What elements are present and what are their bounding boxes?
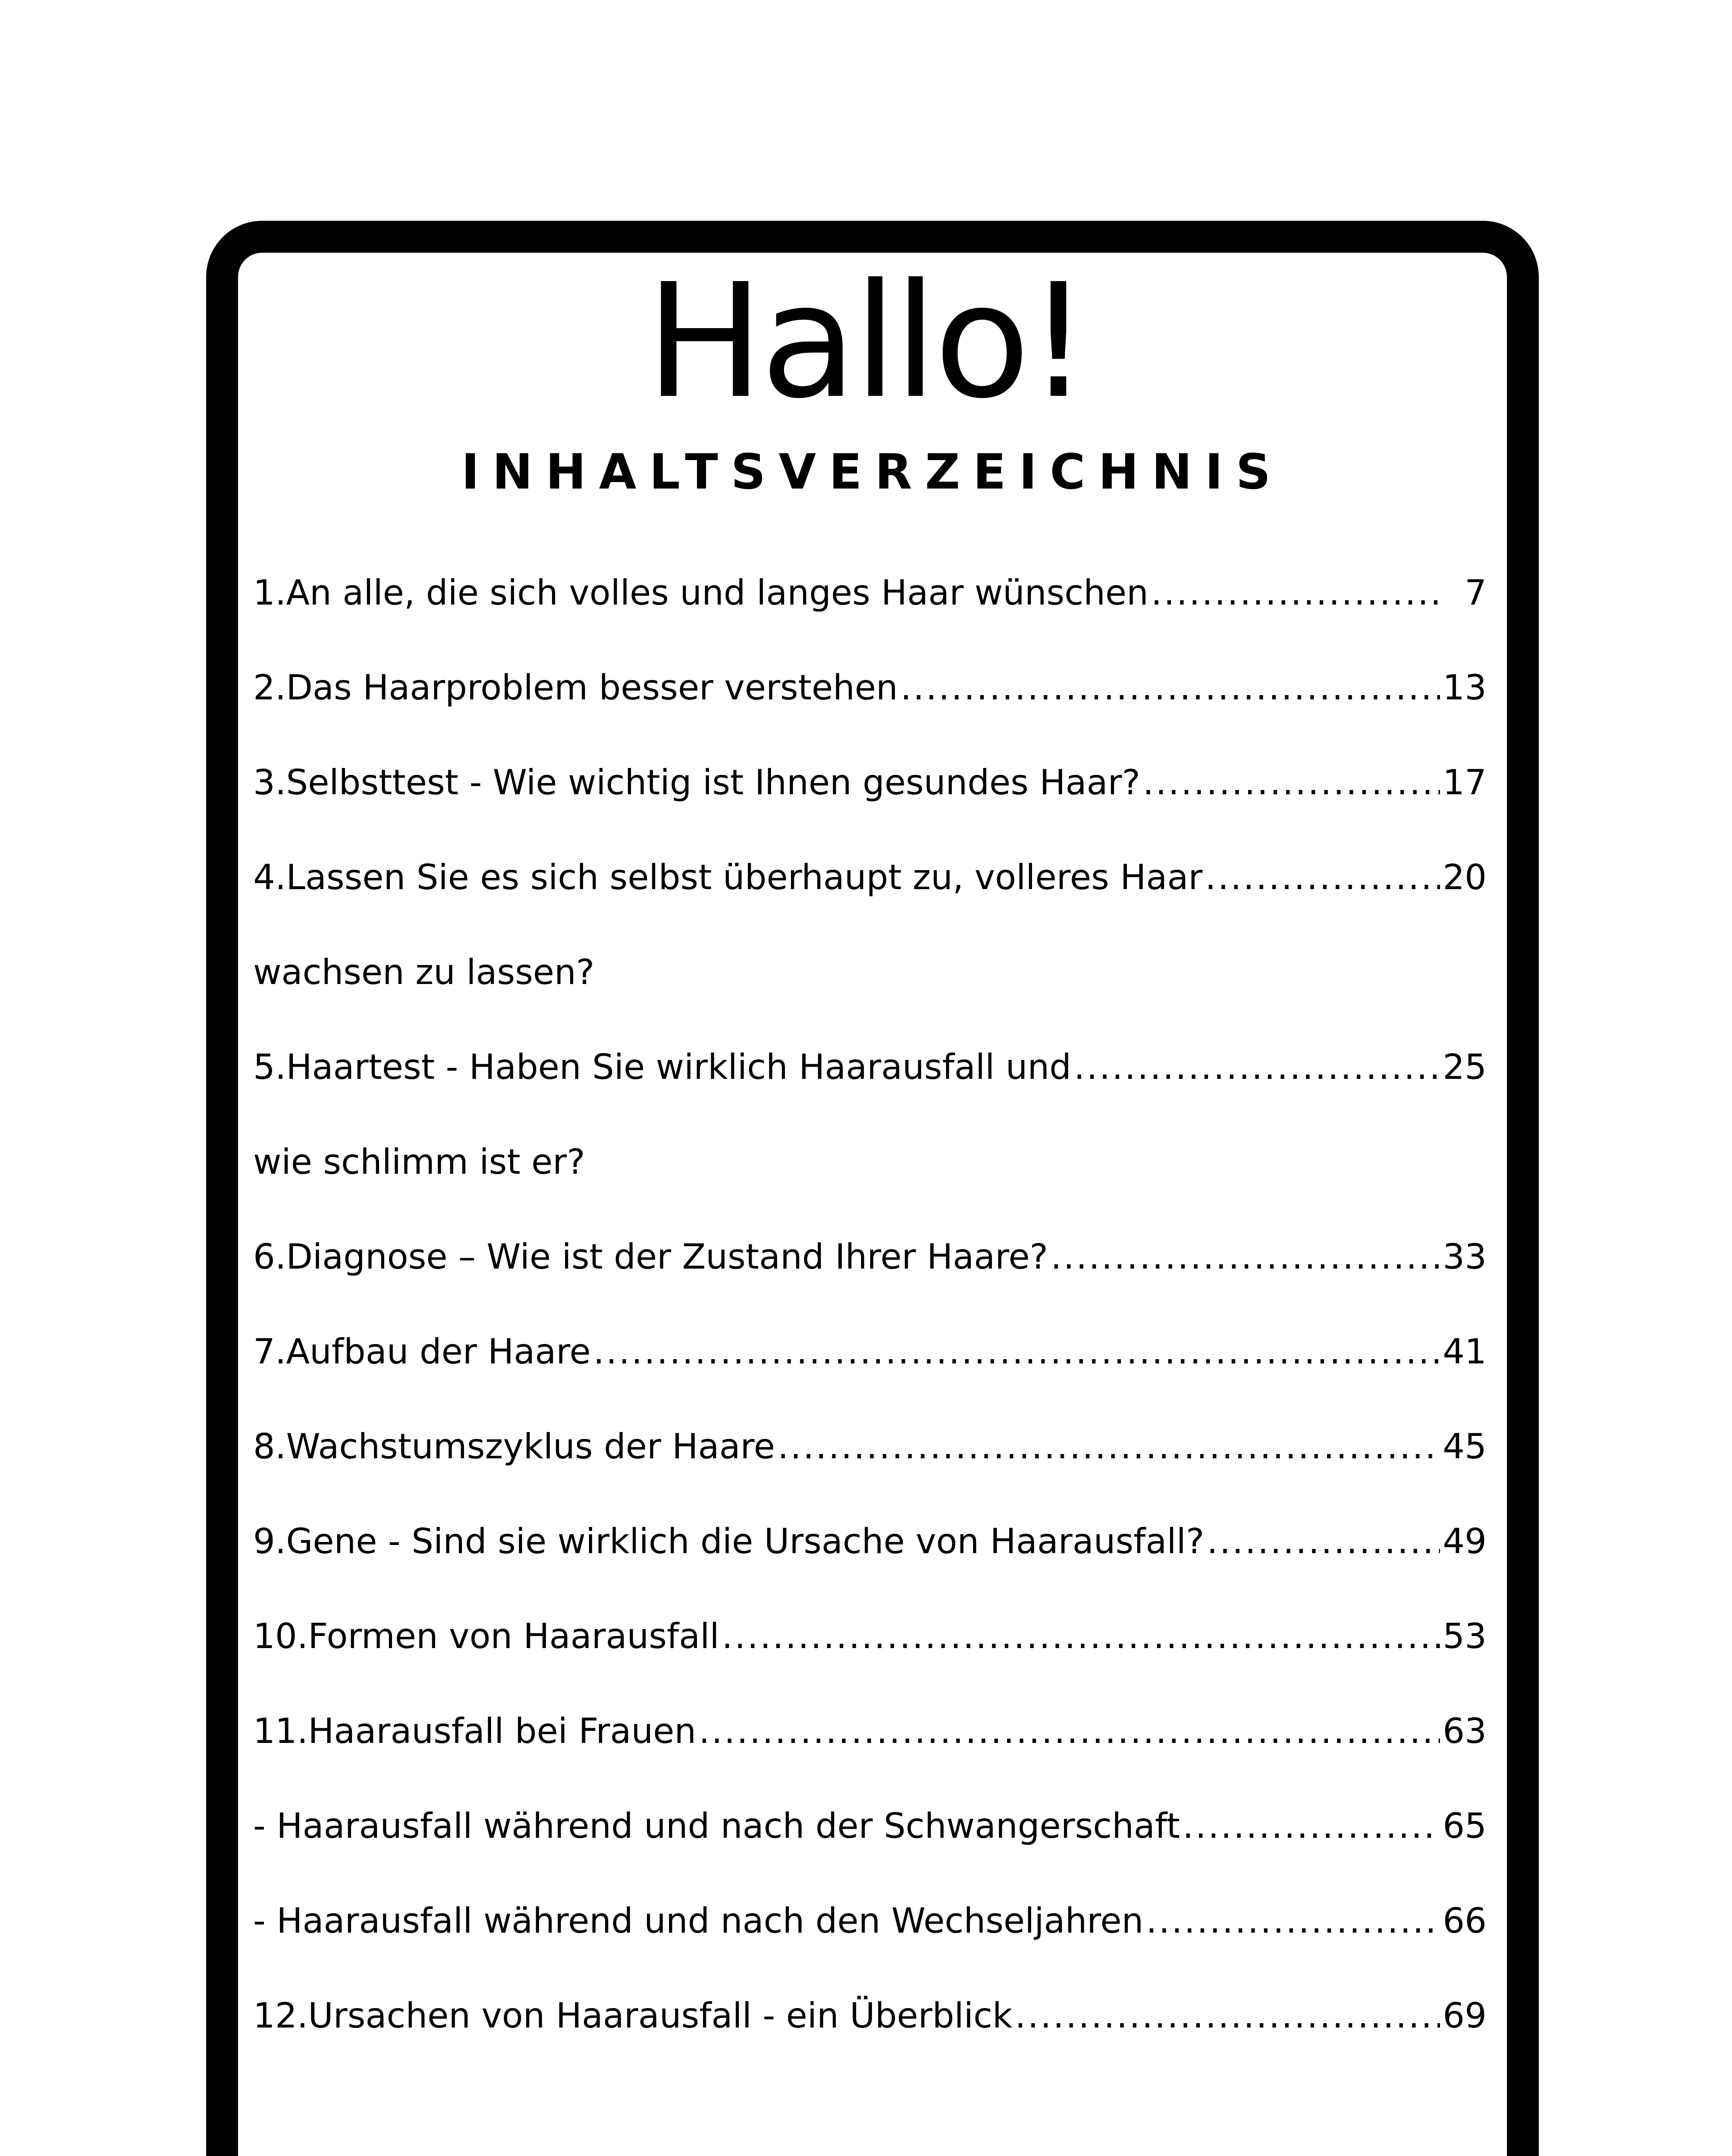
toc-leader-dots xyxy=(593,1317,1440,1386)
toc-entry[interactable] xyxy=(253,1887,1487,1981)
toc-entry[interactable] xyxy=(253,1697,1487,1792)
toc-entry[interactable] xyxy=(253,1317,1487,1412)
toc-entry-title: - Haarausfall während und nach den Wechseljahren xyxy=(253,1901,1144,1941)
toc-entry-page: 41 xyxy=(1443,1332,1487,1372)
toc-entry-title: 6.Diagnose – Wie ist der Zustand Ihrer Haare? xyxy=(253,1237,1048,1277)
toc-entry-title: 4.Lassen Sie es sich selbst überhaupt zu, volleres Haar xyxy=(253,857,1203,897)
toc-entry[interactable] xyxy=(253,843,1487,938)
toc-entry-continuation[interactable] xyxy=(253,1128,1487,1222)
toc-leader-dots xyxy=(1074,1033,1440,1102)
toc-leader-dots xyxy=(1143,748,1440,817)
toc-leader-dots xyxy=(1151,558,1441,627)
toc-entry-title: 2.Das Haarproblem besser verstehen xyxy=(253,667,898,708)
toc-entry-page: 66 xyxy=(1443,1901,1487,1941)
toc-entry-page: 63 xyxy=(1443,1711,1487,1751)
toc-entry-title: 9.Gene - Sind sie wirklich die Ursache von Haarausfall? xyxy=(253,1521,1205,1561)
toc-entry-title: 11.Haarausfall bei Frauen xyxy=(253,1711,697,1751)
toc-entry-title: - Haarausfall während und nach der Schwangerschaft xyxy=(253,1806,1180,1846)
toc-entry-page: 20 xyxy=(1443,857,1487,897)
toc-entry-page: 7 xyxy=(1465,573,1487,613)
toc-entry-continuation[interactable] xyxy=(253,938,1487,1033)
toc-entry-title: 10.Formen von Haarausfall xyxy=(253,1616,719,1656)
toc-entry-page: 17 xyxy=(1443,762,1487,802)
toc-entry[interactable] xyxy=(253,1412,1487,1507)
toc-entry[interactable] xyxy=(253,653,1487,748)
toc-entry-title: 1.An alle, die sich volles und langes Haar wünschen xyxy=(253,573,1148,613)
toc-leader-dots xyxy=(1205,843,1440,912)
toc-leader-dots xyxy=(722,1602,1440,1671)
toc-entry-title: 7.Aufbau der Haare xyxy=(253,1332,591,1372)
toc-entry-title: 5.Haartest - Haben Sie wirklich Haarausfall und xyxy=(253,1047,1071,1087)
toc-entry[interactable] xyxy=(253,1033,1487,1128)
toc-leader-dots xyxy=(1015,1981,1440,2050)
toc-entry-page: 13 xyxy=(1443,667,1487,708)
page-title: Hallo! xyxy=(645,250,1087,433)
toc-entry-title: 12.Ursachen von Haarausfall - ein Überblick xyxy=(253,1996,1013,2036)
toc-entry[interactable] xyxy=(253,1981,1487,2076)
toc-entry[interactable] xyxy=(253,1602,1487,1697)
toc-leader-dots xyxy=(1051,1222,1440,1291)
table-of-contents xyxy=(253,558,1487,2076)
toc-entry-title: 3.Selbsttest - Wie wichtig ist Ihnen gesundes Haar? xyxy=(253,762,1140,802)
toc-entry[interactable] xyxy=(253,558,1487,653)
toc-entry-page: 25 xyxy=(1443,1047,1487,1087)
toc-leader-dots xyxy=(1183,1792,1440,1861)
toc-entry-title: wachsen zu lassen? xyxy=(253,952,595,992)
toc-entry-page: 45 xyxy=(1443,1426,1487,1467)
toc-entry-page: 53 xyxy=(1443,1616,1487,1656)
toc-entry[interactable] xyxy=(253,1792,1487,1887)
toc-leader-dots xyxy=(901,653,1440,722)
toc-entry-page: 69 xyxy=(1443,1996,1487,2036)
toc-entry-page: 65 xyxy=(1443,1806,1487,1846)
toc-entry[interactable] xyxy=(253,748,1487,843)
toc-leader-dots xyxy=(699,1697,1440,1766)
toc-entry[interactable] xyxy=(253,1507,1487,1602)
toc-entry-title: wie schlimm ist er? xyxy=(253,1142,585,1182)
toc-leader-dots xyxy=(1207,1507,1440,1576)
toc-entry[interactable] xyxy=(253,1222,1487,1317)
toc-leader-dots xyxy=(1146,1887,1440,1955)
toc-heading: INHALTSVERZEICHNIS xyxy=(461,444,1284,500)
toc-entry-page: 33 xyxy=(1443,1237,1487,1277)
toc-entry-title: 8.Wachstumszyklus der Haare xyxy=(253,1426,775,1467)
toc-entry-page: 49 xyxy=(1443,1521,1487,1561)
toc-leader-dots xyxy=(778,1412,1440,1481)
